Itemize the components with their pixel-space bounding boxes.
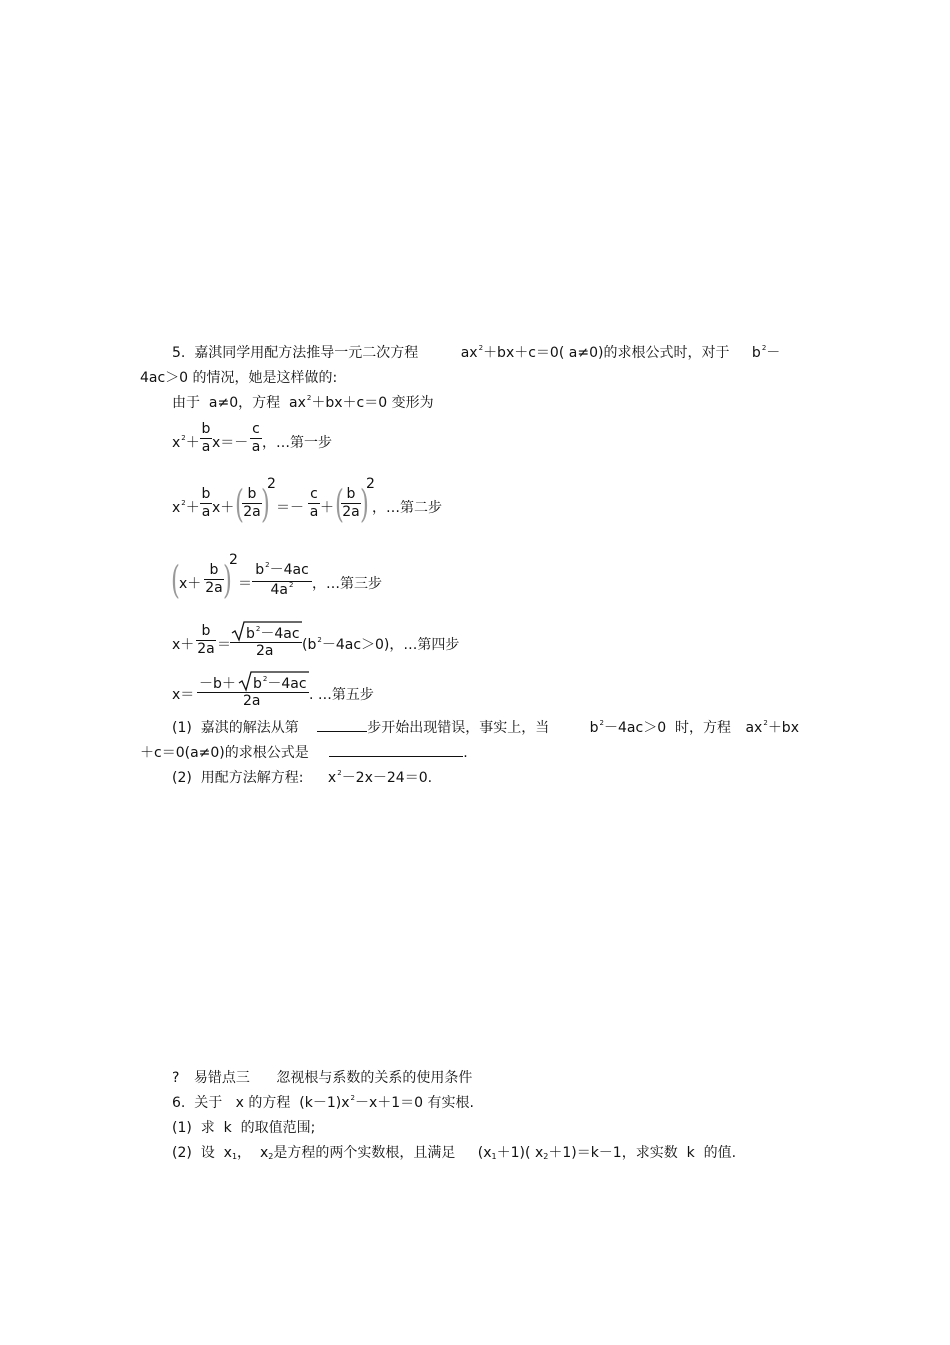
fraction-b-over-a: b a bbox=[201, 421, 211, 455]
answer-blank-step[interactable] bbox=[317, 719, 367, 732]
left-paren: ( bbox=[334, 482, 344, 526]
section-heading bbox=[172, 1069, 472, 1087]
q5-part-2: (2) 用配方法解方程: $x^2-2x-24=0$. bbox=[172, 769, 433, 786]
q5-line-3: 由于 a≠0，方程 $ax^2+bx+c=0$ 变形为 bbox=[172, 394, 434, 411]
right-paren: ) bbox=[260, 482, 270, 526]
section-marker: ? bbox=[172, 1070, 180, 1086]
right-paren: ) bbox=[222, 558, 232, 602]
q5-part-1-line-1: (1) 嘉淇的解法从第 步开始出现错误，事实上，当 $b^2-4ac>0$ 时，方程 $ax^2+bx$ bbox=[172, 719, 799, 736]
q5-line-2: 4ac＞0 的情况，她是这样做的: bbox=[140, 370, 338, 386]
right-paren: ) bbox=[359, 482, 369, 526]
q6-part-2: (2) 设 $x_1$， $x_2$是方程的两个实数根，且满足 $(x_1+1)$( $x_2+1)=k-1$，求实数 k 的值. bbox=[172, 1145, 737, 1161]
fraction-b-over-2a: b 2a bbox=[205, 562, 223, 596]
q6-line-1: 6. 关于 x 的方程 $(k-1)x^2-x+1=0$ 有实根. bbox=[172, 1094, 474, 1111]
fraction-c-over-a: c a bbox=[251, 421, 261, 455]
left-paren: ( bbox=[170, 558, 180, 602]
section-title: 易错点三 bbox=[193, 1070, 250, 1086]
fraction-b-over-2a: b 2a bbox=[342, 486, 360, 520]
section-description: 忽视根与系数的关系的使用条件 bbox=[276, 1070, 473, 1086]
fraction-b-over-2a: b 2a bbox=[197, 623, 215, 657]
fraction-b-over-2a: b 2a bbox=[243, 486, 261, 520]
left-paren: ( bbox=[234, 482, 244, 526]
q5-part-1-line-2: ＋c＝0(a≠0)的求根公式是 . bbox=[140, 745, 468, 761]
fraction-b-over-a: b a bbox=[201, 486, 211, 520]
q5-line-1: 5. 嘉淇同学用配方法推导一元二次方程 $ax^2+bx+c=0$( a≠0)的求根公式时，对于 $b^2-$ bbox=[172, 344, 781, 361]
answer-blank-formula[interactable] bbox=[329, 744, 463, 757]
fraction-c-over-a: c a bbox=[309, 486, 319, 520]
fraction-discriminant-over-4a2: $b^2-4ac$ $4a^2$ bbox=[252, 562, 312, 601]
q6-part-1: (1) 求 k 的取值范围; bbox=[172, 1120, 316, 1136]
